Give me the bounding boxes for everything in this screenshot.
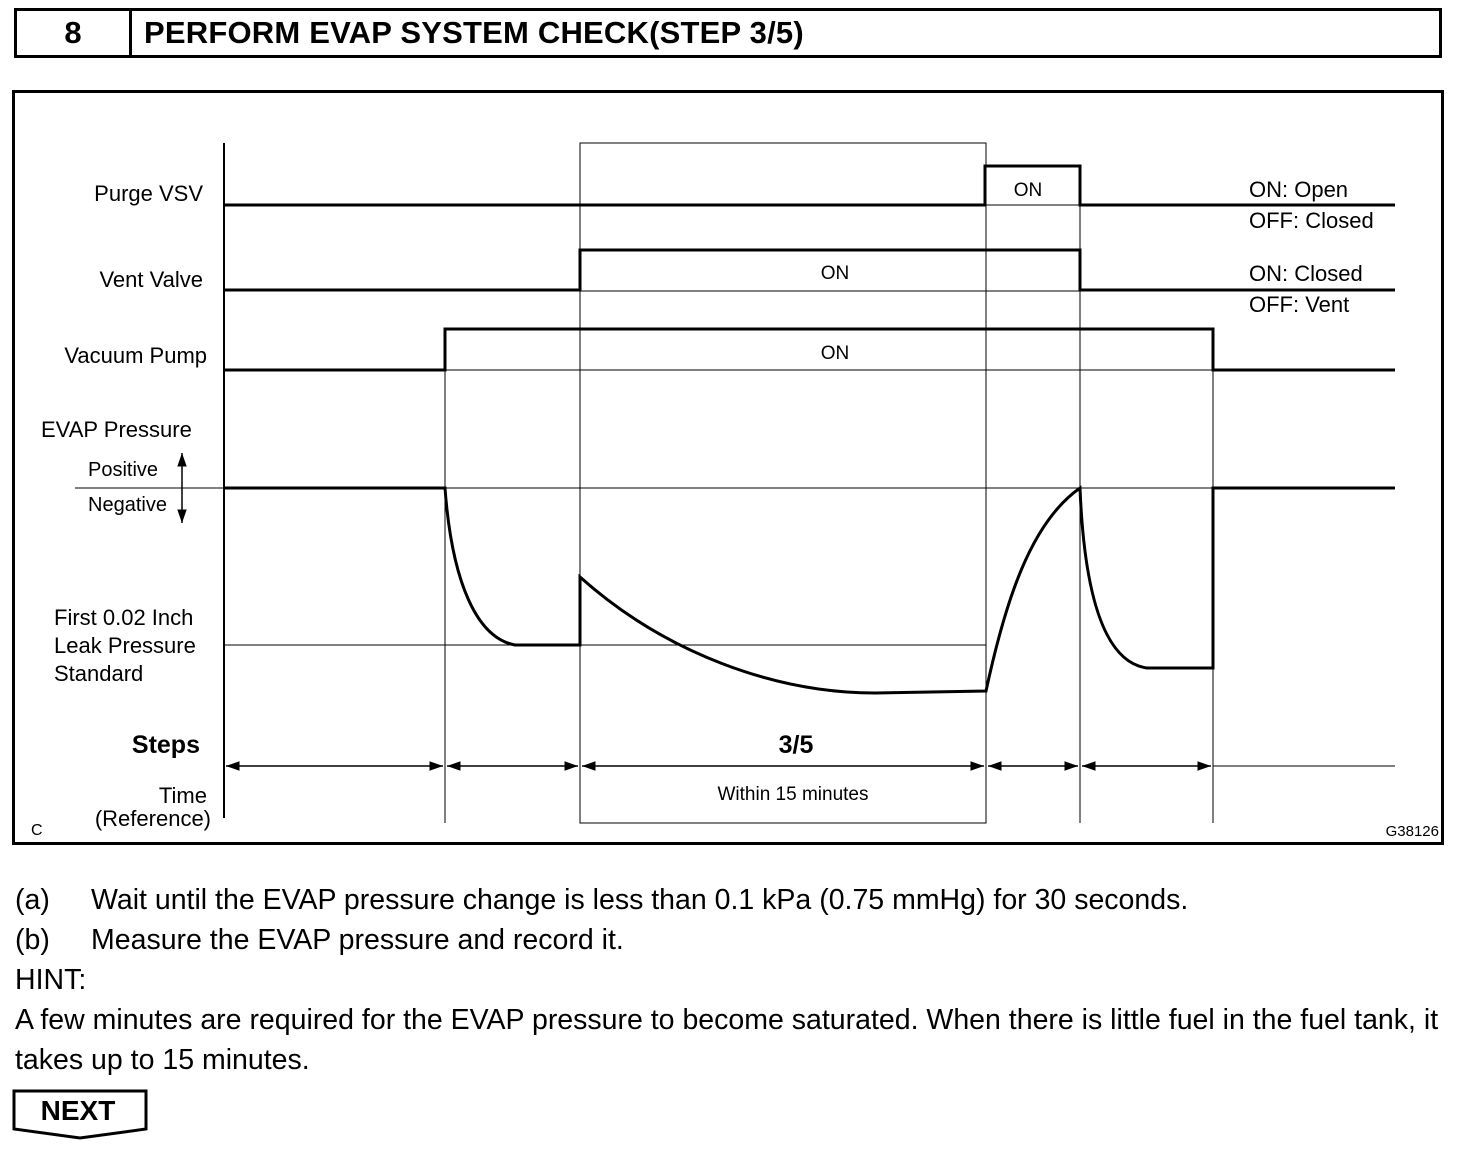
instruction-b-tag: (b): [15, 924, 50, 956]
step-title: PERFORM EVAP SYSTEM CHECK(STEP 3/5): [144, 15, 804, 50]
label-time: Time: [158, 783, 207, 808]
label-leak-line1: First 0.02 Inch: [54, 605, 194, 630]
vent-on-label: ON: [820, 263, 850, 284]
timing-diagram-svg: [15, 93, 1447, 848]
label-positive: Positive: [88, 459, 159, 481]
vent-valve-waveform: [224, 250, 1395, 290]
label-leak-line3: Standard: [54, 661, 144, 686]
label-evap-pressure: EVAP Pressure: [41, 417, 192, 442]
label-purge-vsv: Purge VSV: [94, 181, 203, 206]
label-vent-valve: Vent Valve: [99, 267, 203, 292]
next-button[interactable]: [12, 1089, 150, 1141]
step-header: [14, 8, 1442, 58]
legend-purge-off: OFF: Closed: [1249, 208, 1374, 233]
label-vacuum-pump: Vacuum Pump: [64, 343, 207, 368]
instruction-b: [15, 920, 1455, 960]
step-number: 8: [17, 11, 132, 55]
legend-purge-on: ON: Open: [1249, 177, 1349, 202]
instruction-a: [15, 880, 1455, 920]
next-button-label: NEXT: [40, 1095, 116, 1126]
label-reference: (Reference): [94, 806, 211, 831]
label-steps: Steps: [131, 731, 200, 759]
within-15-minutes-label: Within 15 minutes: [717, 784, 869, 805]
instructions: [15, 880, 1455, 1080]
legend-vent-on: ON: Closed: [1249, 261, 1363, 286]
hint-text: A few minutes are required for the EVAP pressure to become saturated. When there is little fuel in the fuel tank, it takes up to 15 minutes.: [15, 1004, 1439, 1076]
legend-vent-off: OFF: Vent: [1249, 292, 1350, 317]
label-negative: Negative: [88, 494, 167, 516]
purge-vsv-waveform: [224, 166, 1395, 205]
evap-timing-diagram: [12, 90, 1444, 845]
step-3-5-label: 3/5: [778, 731, 814, 759]
hint-label: HINT:: [15, 964, 87, 996]
instruction-a-tag: (a): [15, 884, 50, 916]
instruction-b-text: Measure the EVAP pressure and record it.: [91, 924, 624, 956]
figure-id: G38126: [1385, 823, 1439, 840]
vacuum-pump-waveform: [224, 329, 1395, 370]
step-box: [580, 143, 986, 823]
corner-code: C: [31, 822, 43, 839]
label-leak-line2: Leak Pressure: [54, 633, 196, 658]
evap-pressure-waveform: [224, 488, 1395, 693]
pump-on-label: ON: [820, 343, 850, 364]
purge-on-label: ON: [1013, 180, 1043, 201]
instruction-a-text: Wait until the EVAP pressure change is less than 0.1 kPa (0.75 mmHg) for 30 seconds.: [91, 884, 1189, 916]
